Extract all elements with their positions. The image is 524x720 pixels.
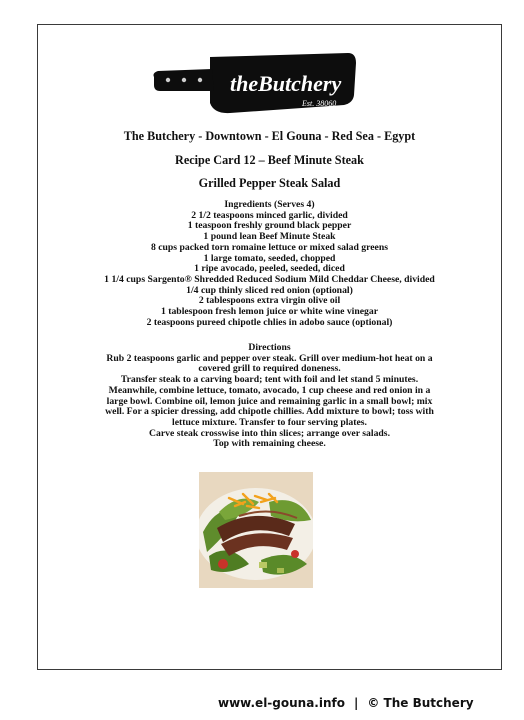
footer-website-link[interactable]: www.el-gouna.info xyxy=(218,696,345,710)
ingredient-item: 1 large tomato, seeded, chopped xyxy=(203,252,336,264)
directions-line: Top with remaining cheese. xyxy=(213,438,326,450)
ingredient-item: 1 tablespoon fresh lemon juice or white wine vinegar xyxy=(160,306,379,318)
butchery-logo xyxy=(152,51,357,121)
recipe-card xyxy=(37,24,502,670)
footer xyxy=(218,696,474,710)
ingredients-heading: Ingredients (Serves 4) xyxy=(224,199,315,210)
ingredient-item: 1 ripe avocado, peeled, seeded, diced xyxy=(194,263,345,275)
ingredient-item: 2 1/2 teaspoons minced garlic, divided xyxy=(191,209,348,221)
logo-text: theButchery xyxy=(230,71,342,96)
directions-line: large bowl. Combine oil, lemon juice and remaining garlic in a small bowl; mix xyxy=(106,395,433,407)
footer-copyright: © The Butchery xyxy=(367,696,474,710)
footer-separator: | xyxy=(353,696,359,710)
directions-line: lettuce mixture. Transfer to four serving plates. xyxy=(172,416,367,428)
steak-salad-photo xyxy=(199,472,313,588)
directions-line: Transfer steak to a carving board; tent with foil and let stand 5 minutes. xyxy=(120,374,419,386)
venue-line: The Butchery - Downtown - El Gouna - Red Sea - Egypt xyxy=(123,129,416,143)
ingredients-section xyxy=(38,200,501,328)
directions-section xyxy=(44,343,495,450)
ingredient-item: 1 1/4 cups Sargento® Shredded Reduced Sodium Mild Cheddar Cheese, divided xyxy=(104,273,435,285)
recipe-title: Grilled Pepper Steak Salad xyxy=(198,176,341,190)
directions-line: covered grill to required doneness. xyxy=(198,363,341,375)
directions-line: Carve steak crosswise into thin slices; arrange over salads. xyxy=(149,427,390,439)
ingredient-item: 2 teaspoons pureed chipotle chlies in adobo sauce (optional) xyxy=(146,316,393,328)
logo-est: Est. 38060 xyxy=(302,99,337,108)
directions-line: well. For a spicier dressing, add chipotle chillies. Add mixture to bowl; toss with xyxy=(105,406,434,418)
ingredient-item: 8 cups packed torn romaine lettuce or mixed salad greens xyxy=(150,241,389,253)
ingredient-item: 1 teaspoon freshly ground black pepper xyxy=(187,220,352,232)
directions-line: Rub 2 teaspoons garlic and pepper over steak. Grill over medium-hot heat on a xyxy=(106,352,433,364)
recipe-card-number: Recipe Card 12 – Beef Minute Steak xyxy=(175,153,364,167)
ingredient-item: 1 pound lean Beef Minute Steak xyxy=(203,231,336,243)
ingredient-item: 2 tablespoons extra virgin olive oil xyxy=(198,295,341,307)
directions-heading: Directions xyxy=(248,342,291,353)
ingredient-item: 1/4 cup thinly sliced red onion (optional) xyxy=(186,284,353,296)
directions-line: Meanwhile, combine lettuce, tomato, avocado, 1 cup cheese and red onion in a xyxy=(108,384,431,396)
